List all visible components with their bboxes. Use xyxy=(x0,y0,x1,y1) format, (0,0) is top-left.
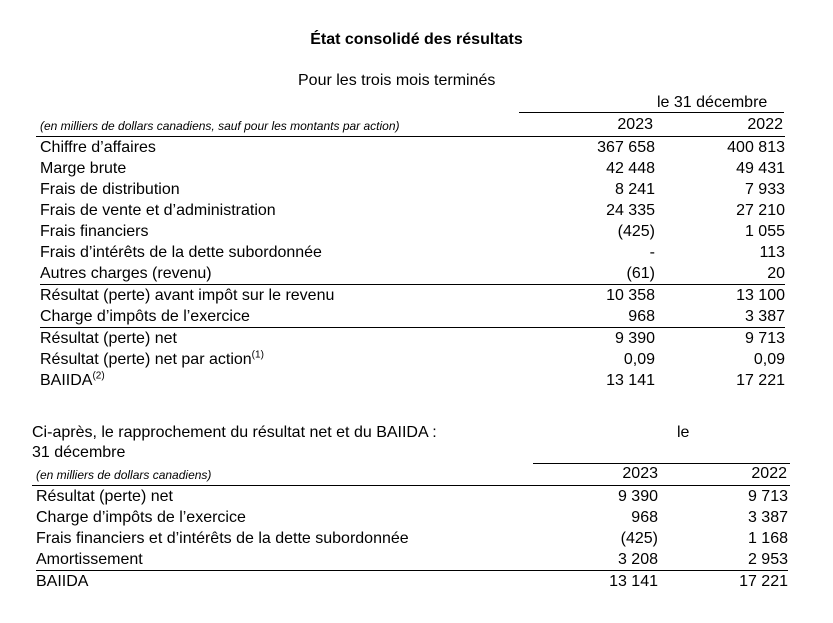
value-2022: 17 221 xyxy=(736,372,785,389)
value-2022: 0,09 xyxy=(753,351,785,368)
row-label: Frais de vente et d’administration xyxy=(40,202,276,219)
table-row xyxy=(36,549,788,571)
row-label: BAIIDA xyxy=(40,372,93,389)
footnote-marker: (2) xyxy=(92,370,105,382)
value-2022: 9 713 xyxy=(747,488,788,505)
reconciliation-year-2023-header: 2023 xyxy=(622,465,658,482)
value-2023: 13 141 xyxy=(606,372,655,389)
value-2023: 13 141 xyxy=(566,571,658,593)
row-label: Frais financiers et d’intérêts de la dette subordonnée xyxy=(36,530,409,547)
table-row xyxy=(40,285,785,307)
value-2022: 27 210 xyxy=(736,202,785,219)
value-2023: 968 xyxy=(628,308,655,325)
table-row xyxy=(36,507,788,528)
value-2023: 42 448 xyxy=(606,160,655,177)
year-2022-header: 2022 xyxy=(747,116,783,133)
units-note: (en milliers de dollars canadiens, sauf pour les montants par action) xyxy=(40,119,400,133)
value-2023: 9 390 xyxy=(617,488,658,505)
row-label: Résultat (perte) net par action xyxy=(40,351,252,368)
table-row xyxy=(40,263,785,285)
value-2022: 13 100 xyxy=(655,285,785,307)
row-label: Résultat (perte) net xyxy=(40,328,563,350)
value-2023: (425) xyxy=(617,223,655,240)
row-label: Charge d’impôts de l’exercice xyxy=(40,308,250,325)
value-2022: 1 055 xyxy=(744,223,785,240)
value-2022: 9 713 xyxy=(655,328,785,350)
value-2022: 17 221 xyxy=(658,571,788,593)
value-2023: 367 658 xyxy=(597,139,655,156)
row-label: Chiffre d’affaires xyxy=(40,139,156,156)
footnote-marker: (1) xyxy=(251,349,264,361)
row-label-cell xyxy=(40,370,563,391)
reconciliation-period-date: 31 décembre xyxy=(32,444,126,461)
value-2023: 968 xyxy=(631,509,658,526)
table-row xyxy=(40,158,785,179)
period-heading: Pour les trois mois terminés xyxy=(298,72,496,89)
table-row xyxy=(40,370,785,391)
value-2022: 20 xyxy=(767,265,785,282)
table-row xyxy=(36,571,788,593)
reconciliation-units-note: (en milliers de dollars canadiens) xyxy=(36,468,212,482)
period-rule xyxy=(519,112,784,113)
row-label: Résultat (perte) avant impôt sur le revenu xyxy=(40,285,563,307)
row-label: Amortissement xyxy=(36,551,143,568)
value-2022: 113 xyxy=(759,244,785,261)
value-2023: 3 208 xyxy=(617,551,658,568)
table-row xyxy=(40,306,785,328)
reconciliation-year-2022-header: 2022 xyxy=(751,465,787,482)
value-2023: (425) xyxy=(620,530,658,547)
value-2023: 0,09 xyxy=(623,351,655,368)
table-row xyxy=(36,486,788,507)
value-2023: (61) xyxy=(626,265,655,282)
income-statement-table xyxy=(40,137,785,391)
value-2022: 1 168 xyxy=(747,530,788,547)
value-2022: 2 953 xyxy=(747,551,788,568)
value-2023: - xyxy=(649,244,655,261)
table-row xyxy=(40,200,785,221)
row-label: Autres charges (revenu) xyxy=(40,265,212,282)
row-label: Marge brute xyxy=(40,160,127,177)
row-label: Frais d’intérêts de la dette subordonnée xyxy=(40,244,322,261)
table-row xyxy=(40,328,785,350)
reconciliation-table xyxy=(36,486,788,592)
value-2022: 49 431 xyxy=(736,160,785,177)
row-label: Frais financiers xyxy=(40,223,149,240)
row-label: BAIIDA xyxy=(36,571,566,593)
reconciliation-period-prefix: le xyxy=(677,424,690,441)
table-row xyxy=(40,221,785,242)
value-2023: 8 241 xyxy=(614,181,655,198)
reconciliation-period-rule xyxy=(533,463,790,464)
reconciliation-intro: Ci-après, le rapprochement du résultat net et du BAIIDA : xyxy=(32,424,437,441)
row-label: Résultat (perte) net xyxy=(36,488,173,505)
table-row xyxy=(40,179,785,200)
value-2023: 10 358 xyxy=(563,285,655,307)
year-2023-header: 2023 xyxy=(617,116,653,133)
table-row xyxy=(40,242,785,263)
value-2023: 24 335 xyxy=(606,202,655,219)
table-row xyxy=(36,528,788,549)
value-2022: 7 933 xyxy=(744,181,785,198)
row-label-cell xyxy=(40,349,563,370)
value-2022: 3 387 xyxy=(747,509,788,526)
row-label: Frais de distribution xyxy=(40,181,180,198)
page-title: État consolidé des résultats xyxy=(310,31,523,48)
table-row xyxy=(40,137,785,158)
value-2022: 400 813 xyxy=(727,139,785,156)
period-end-heading: le 31 décembre xyxy=(657,94,768,111)
row-label: Charge d’impôts de l’exercice xyxy=(36,509,246,526)
value-2023: 9 390 xyxy=(563,328,655,350)
table-row xyxy=(40,349,785,370)
value-2022: 3 387 xyxy=(744,308,785,325)
